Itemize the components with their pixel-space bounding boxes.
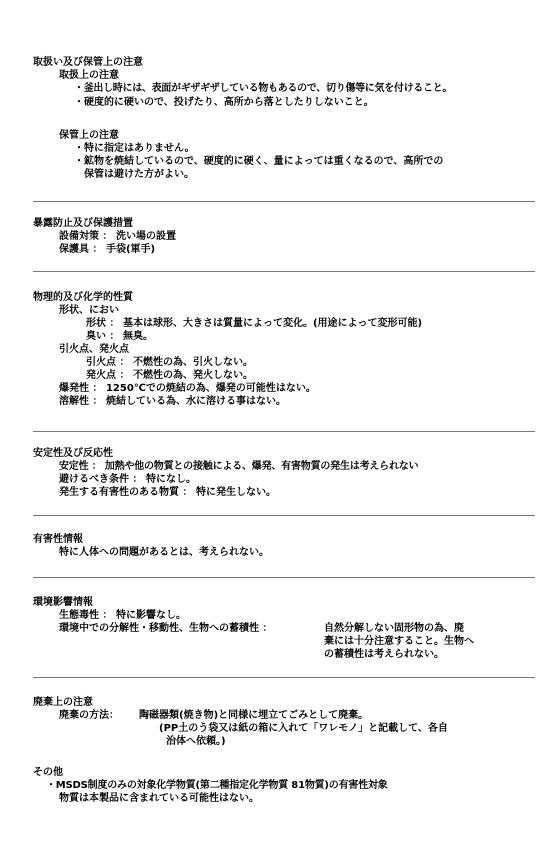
section-divider [33, 577, 535, 578]
storage-item-continued: 保管は避けた方がよい。 [84, 169, 194, 180]
hazard-text: 特に人体への問題があるとは、考えられない。 [59, 547, 269, 558]
persistence-label: 環境中での分解性・移動性、生物への蓄積性 ： [59, 623, 273, 634]
subheading-handling: 取扱上の注意 [59, 70, 119, 81]
subheading-storage: 保管上の注意 [59, 130, 119, 141]
shape-row: 形状 ： 基本は球形、大きさは質量によって変化。(用途によって変形可能) [86, 318, 423, 329]
section-title-other: その他 [33, 767, 63, 778]
subheading-shape: 形状、におい [59, 305, 119, 316]
storage-item: ・特に指定はありません。 [74, 143, 195, 154]
flash-row: 発火点 ： 不燃性の為、発火しない。 [86, 370, 253, 381]
section-divider [33, 431, 535, 432]
exposure-row: 設備対策 ： 洗い場の設置 [59, 231, 176, 242]
subheading-flash: 引火点、発火点 [59, 344, 129, 355]
disposal-method-value: 治体へ依頼。) [166, 736, 226, 747]
ecotoxicity-row: 生態毒性 ： 特に影響なし。 [59, 610, 186, 621]
solubility-row: 溶解性 ： 焼結している為、水に溶ける事はない。 [59, 396, 286, 407]
section-title-handling: 取扱い及び保管上の注意 [33, 57, 143, 68]
disposal-method-value: 陶磁器類(焼き物)と同様に埋立てごみとして廃棄。 [139, 710, 369, 721]
other-line: ・MSDS制度のみの対象化学物質(第二種指定化学物質 81物質)の有害性対象 [46, 780, 388, 791]
section-title-stability: 安定性及び反応性 [33, 448, 113, 459]
other-line: 物質は本製品に含まれている可能性はない。 [59, 793, 259, 804]
section-divider [33, 271, 535, 272]
stability-row: 避けるべき条件 ： 特になし。 [59, 474, 196, 485]
section-title-hazard: 有害性情報 [33, 534, 83, 545]
section-title-physchem: 物理的及び化学的性質 [33, 292, 133, 303]
handling-item: ・釜出し時には、表面がギザギザしている物もあるので、切り傷等に気を付けること。 [74, 83, 453, 94]
section-title-disposal: 廃棄上の注意 [33, 697, 93, 708]
persistence-value: 棄には十分注意すること。生物へ [324, 636, 474, 647]
exposure-row: 保護具 ： 手袋(軍手) [59, 244, 156, 255]
persistence-value: の蓄積性は考えられない。 [324, 649, 444, 660]
handling-item: ・硬度的に硬いので、投げたり、高所から落としたりしないこと。 [74, 97, 374, 108]
stability-row: 安定性 ： 加熱や他の物質との接触による、爆発、有害物質の発生は考えられない [59, 461, 419, 472]
section-divider [33, 677, 535, 678]
section-divider [33, 201, 535, 202]
shape-row: 臭い ： 無臭。 [86, 331, 153, 342]
section-title-exposure: 暴露防止及び保護措置 [33, 218, 133, 229]
stability-row: 発生する有害性のある物質 ： 特に発生しない。 [59, 487, 276, 498]
flash-row: 引火点 ： 不燃性の為、引火しない。 [86, 357, 253, 368]
explosive-row: 爆発性 ： 1250℃での焼結の為、爆発の可能性はない。 [59, 383, 316, 394]
persistence-value: 自然分解しない固形物の為、廃 [324, 623, 464, 634]
section-title-environment: 環境影響情報 [33, 597, 93, 608]
disposal-method-value: (PP土のう袋又は紙の箱に入れて「ワレモノ」と記載して、各自 [159, 723, 448, 734]
disposal-method-label: 廃棄の方法： [59, 710, 119, 721]
storage-item: ・鉱物を焼結しているので、硬度的に硬く、量によっては重くなるので、高所での [74, 156, 444, 167]
section-divider [33, 515, 535, 516]
